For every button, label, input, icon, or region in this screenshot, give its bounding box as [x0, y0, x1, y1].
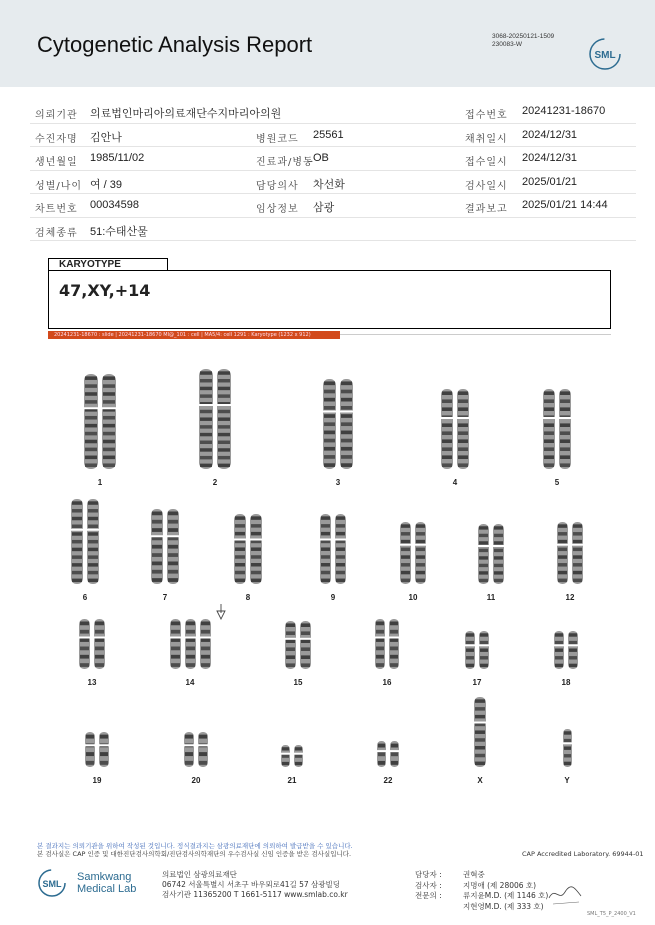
chart-label: 차트번호 — [35, 204, 78, 215]
chromosome-17 — [465, 631, 476, 669]
chromosome-label: 22 — [383, 776, 393, 785]
chromosome-label: 21 — [287, 776, 297, 785]
staff-list — [415, 870, 548, 912]
chromosome-group-19 — [83, 731, 111, 768]
chromosome-13 — [94, 619, 106, 669]
address-line2: 06742 서울특별시 서초구 바우뫼로41길 57 삼광빌딩 — [162, 880, 341, 889]
patient-label: 수진자명 — [35, 133, 78, 145]
chromosome-group-5 — [541, 388, 573, 470]
info-row — [30, 124, 636, 148]
signature-icon — [545, 878, 585, 908]
karyogram — [0, 350, 655, 800]
staff-row — [415, 881, 548, 892]
specimen-value: 51:수태산물 — [90, 225, 148, 238]
chromosome-group-15 — [283, 620, 313, 670]
chromosome-2 — [199, 369, 214, 469]
reported-label: 결과보고 — [465, 204, 508, 215]
chromosome-12 — [572, 522, 584, 584]
chromosome-label: 13 — [87, 678, 97, 687]
chromosome-20 — [198, 732, 209, 767]
chromosome-1 — [102, 374, 117, 469]
chromosome-22 — [377, 741, 387, 767]
chromosome-19 — [99, 732, 110, 767]
sml-footer-logo-icon — [37, 868, 67, 898]
chromosome-label: 1 — [97, 478, 103, 487]
receipt-no-value: 20241231-18670 — [522, 105, 606, 117]
hospital-code-value: 25561 — [313, 128, 344, 141]
chromosome-group-17 — [463, 630, 491, 670]
staff-role — [415, 902, 463, 913]
chromosome-label: 20 — [191, 776, 201, 785]
dob-value: 1985/11/02 — [90, 152, 145, 164]
tested-value: 2025/01/21 — [522, 175, 578, 188]
patient-value: 김안나 — [90, 131, 122, 144]
chromosome-4 — [457, 389, 470, 469]
info-row — [30, 218, 636, 242]
report-header — [0, 0, 655, 87]
chromosome-1 — [84, 374, 99, 469]
chromosome-group-20 — [182, 731, 210, 768]
chart-value: 00034598 — [90, 199, 139, 211]
chromosome-label: 7 — [162, 593, 168, 602]
karyotype-tab-label: KARYOTYPE — [48, 258, 168, 271]
staff-row — [415, 870, 548, 881]
chromosome-18 — [568, 631, 579, 669]
image-caption-strip: 20241231-18670 : slide | 20241231-18670 MI@_101 : cell | MA5/4: cell 1291 : Karyotype (1232 x 912) — [48, 331, 340, 339]
chromosome-label: 15 — [293, 678, 303, 687]
org-name — [77, 871, 136, 895]
chromosome-16 — [375, 619, 386, 669]
document-id-line2: 230083-W — [492, 41, 522, 48]
chromosome-group-18 — [552, 630, 580, 670]
chromosome-13 — [79, 619, 91, 669]
chromosome-group-16 — [373, 618, 401, 670]
institution-label: 의뢰기관 — [35, 110, 78, 121]
chromosome-21 — [281, 745, 291, 767]
org-address — [162, 870, 348, 900]
chromosome-group-11 — [476, 523, 506, 585]
sex-age-label: 성별/나이 — [35, 180, 83, 192]
sex-age-value: 여 / 39 — [90, 178, 123, 191]
chromosome-group-6 — [69, 498, 101, 585]
chromosome-group-X — [472, 696, 488, 768]
document-id-line1: 3068-20250121-1509 — [492, 33, 555, 40]
staff-name: 지명애 (제 28006 호) — [463, 880, 537, 890]
info-row — [30, 100, 636, 124]
chromosome-8 — [234, 514, 247, 584]
chromosome-14 — [199, 619, 211, 669]
info-row — [30, 147, 636, 171]
staff-role: 전문의 : — [415, 891, 442, 900]
chromosome-label: 11 — [486, 593, 496, 602]
chromosome-3 — [340, 379, 354, 469]
sml-logo-text: SML — [594, 50, 616, 61]
chromosome-15 — [285, 621, 297, 669]
chromosome-label: 9 — [330, 593, 336, 602]
chromosome-9 — [320, 514, 332, 584]
chromosome-15 — [300, 621, 312, 669]
chromosome-group-2 — [197, 368, 233, 470]
chromosome-label: 5 — [554, 478, 560, 487]
chromosome-12 — [557, 522, 569, 584]
karyotype-result-box — [48, 270, 611, 329]
chromosome-group-3 — [321, 378, 355, 470]
document-code: SML_T5_P_2400_V1 — [587, 911, 636, 917]
chromosome-label: 12 — [565, 593, 575, 602]
chromosome-17 — [479, 631, 490, 669]
institution-value: 의료법인마리아의료재단수지마리아의원 — [90, 108, 282, 120]
chromosome-22 — [390, 741, 400, 767]
received-value: 2024/12/31 — [522, 152, 578, 164]
chromosome-label: 16 — [382, 678, 392, 687]
chromosome-label: X — [477, 776, 483, 785]
doctor-value: 차선화 — [313, 178, 345, 191]
org-name-line2: Medical Lab — [77, 883, 137, 895]
chromosome-10 — [400, 522, 412, 584]
footer-note-2: 본 검사실은 CAP 인증 및 대한진단검사의학회/진단검사의학재단의 우수검사실 신임 인증을 받은 검사실입니다. — [37, 850, 352, 858]
extra-chromosome-arrow-icon — [215, 603, 227, 621]
chromosome-group-7 — [149, 508, 181, 585]
chromosome-7 — [167, 509, 180, 584]
dept-value: OB — [313, 152, 329, 164]
chromosome-label: 18 — [561, 678, 571, 687]
chromosome-6 — [87, 499, 100, 584]
chromosome-18 — [554, 631, 565, 669]
sml-logo-icon — [588, 37, 622, 71]
staff-role: 검사자 : — [415, 880, 442, 890]
received-label: 접수일시 — [465, 157, 508, 168]
chromosome-group-1 — [82, 373, 118, 470]
chromosome-5 — [559, 389, 572, 469]
reported-value: 2025/01/21 14:44 — [522, 199, 608, 211]
org-name-line1: Samkwang — [77, 871, 132, 883]
chromosome-label: 6 — [82, 593, 88, 602]
chromosome-label: Y — [564, 776, 570, 785]
staff-role: 담당자 : — [415, 870, 442, 879]
chromosome-group-22 — [375, 740, 401, 768]
chromosome-label: 17 — [472, 678, 482, 687]
chromosome-label: 14 — [185, 678, 195, 687]
chromosome-label: 4 — [452, 478, 458, 487]
chromosome-14 — [169, 619, 181, 669]
chromosome-10 — [415, 522, 427, 584]
divider — [340, 334, 611, 335]
hospital-code-label: 병원코드 — [256, 133, 299, 145]
staff-name: 류지윤M.D. (제 1146 호) — [463, 891, 549, 900]
chromosome-7 — [151, 509, 164, 584]
chromosome-20 — [184, 732, 195, 767]
sml-footer-logo-text: SML — [42, 879, 62, 889]
info-row — [30, 171, 636, 195]
tested-label: 검사일시 — [465, 180, 508, 192]
staff-name: 지현영M.D. (제 333 호) — [463, 901, 544, 911]
chromosome-5 — [543, 389, 556, 469]
clinical-value: 삼광 — [313, 202, 335, 214]
staff-name: 권혁중 — [463, 870, 485, 879]
chromosome-14 — [184, 619, 196, 669]
info-row — [30, 194, 636, 218]
chromosome-label: 8 — [245, 593, 251, 602]
chromosome-2 — [217, 369, 232, 469]
doctor-label: 담당의사 — [256, 180, 299, 192]
chromosome-21 — [294, 745, 304, 767]
karyotype-result: 47,XY,+14 — [59, 281, 151, 300]
address-line3: 검사기관 11365200 T 1661-5117 www.smlab.co.kr — [162, 890, 348, 899]
chromosome-9 — [335, 514, 347, 584]
dept-label: 진료과/병동 — [256, 157, 314, 168]
chromosome-16 — [389, 619, 400, 669]
chromosome-11 — [478, 524, 490, 584]
document-id — [492, 33, 554, 49]
chromosome-4 — [441, 389, 454, 469]
clinical-label: 임상정보 — [256, 204, 299, 215]
dob-label: 생년월일 — [35, 157, 78, 168]
chromosome-group-12 — [555, 521, 585, 585]
chromosome-label: 2 — [212, 478, 218, 487]
report-title: Cytogenetic Analysis Report — [37, 32, 313, 57]
chromosome-X — [474, 697, 487, 767]
address-line1: 의료법인 삼광의료재단 — [162, 870, 237, 879]
patient-info-table — [30, 100, 636, 241]
staff-row — [415, 902, 548, 913]
chromosome-3 — [323, 379, 337, 469]
chromosome-group-4 — [439, 388, 471, 470]
chromosome-group-8 — [232, 513, 264, 585]
chromosome-group-14 — [168, 618, 213, 670]
collected-label: 채취일시 — [465, 133, 508, 145]
chromosome-8 — [250, 514, 263, 584]
chromosome-label: 19 — [92, 776, 102, 785]
chromosome-group-Y — [561, 728, 574, 768]
chromosome-label: 3 — [335, 478, 341, 487]
chromosome-19 — [85, 732, 96, 767]
chromosome-group-10 — [398, 521, 428, 585]
chromosome-11 — [493, 524, 505, 584]
cap-accreditation: CAP Accredited Laboratory. 69944-01 — [522, 850, 644, 858]
chromosome-group-21 — [279, 744, 305, 768]
chromosome-group-9 — [318, 513, 348, 585]
footer-note-1: 본 결과지는 의뢰기관을 위하여 작성된 것입니다. 정식결과지는 삼광의료재단에 의뢰하여 발급받을 수 있습니다. — [37, 842, 353, 850]
specimen-label: 검체종류 — [35, 227, 78, 239]
chromosome-group-13 — [77, 618, 107, 670]
collected-value: 2024/12/31 — [522, 128, 578, 141]
chromosome-6 — [71, 499, 84, 584]
chromosome-Y — [562, 729, 572, 767]
receipt-no-label: 접수번호 — [465, 110, 508, 121]
staff-row — [415, 891, 548, 902]
chromosome-label: 10 — [408, 593, 418, 602]
footer-notes — [37, 842, 353, 858]
